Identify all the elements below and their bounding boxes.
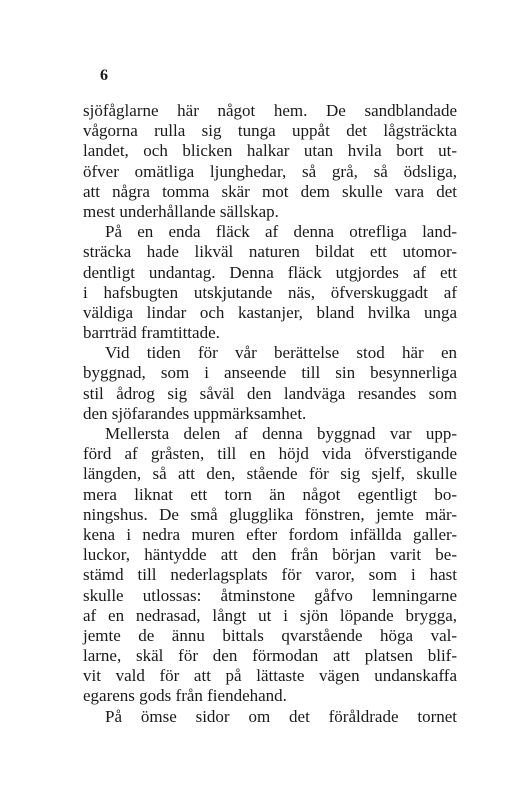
text-line: stämd till nederlagsplats för varor, som i hast: [83, 565, 457, 585]
text-line: den sjöfarandes uppmärksamhet.: [83, 403, 307, 423]
text-line: vågorna rulla sig tunga uppåt det lågsträckta: [83, 121, 457, 141]
text-line: dentligt undantag. Denna fläck utgjordes af ett: [83, 262, 457, 282]
text-line: egarens gods från fiendehand.: [83, 686, 287, 706]
text-line: mera liknat ett torn än något egentligt bo-: [83, 484, 457, 504]
text-line: skulle utlossas: åtminstone gåfvo lemningarne: [83, 585, 457, 605]
text-line: förd af gråsten, till en höjd vida öfverstigande: [83, 444, 457, 464]
paragraph-first-line: Vid tiden för vår berättelse stod här en: [105, 343, 457, 363]
text-line: sträcka hade likväl naturen bildat ett utomor-: [83, 242, 457, 262]
paragraph-first-line: Mellersta delen af denna byggnad var upp-: [105, 424, 457, 443]
text-line: kena i nedra muren efter fordom infällda galler-: [83, 524, 457, 544]
text-line: ningshus. De små glugglika fönstren, jemte mär-: [83, 504, 457, 524]
text-line: landet, och blicken halkar utan hvila bort ut-: [83, 141, 457, 161]
text-line: af en nedrasad, långt ut i sjön löpande brygga,: [83, 605, 457, 625]
body-text: [83, 101, 457, 727]
text-line: väldiga lindar och kastanjer, bland hvilka unga: [83, 302, 457, 322]
paragraph-first-line: På en enda fläck af denna otrefliga land-: [105, 222, 457, 242]
paragraph-first-line: På ömse sidor om det föråldrade tornet: [105, 706, 457, 726]
text-line: stil ådrog sig såväl den landväga resandes som: [83, 383, 457, 403]
text-line: öfver omätliga ljunghedar, så grå, så ödsliga,: [83, 161, 457, 181]
text-line: vit vald för att på lättaste vägen undanskaffa: [83, 666, 457, 686]
text-line: larne, skäl för den förmodan att platsen blif-: [83, 646, 457, 666]
text-line: att några tomma skär mot dem skulle vara det: [83, 181, 457, 201]
text-line: byggnad, som i anseende till sin besynnerliga: [83, 363, 457, 383]
text-line: mest underhållande sällskap.: [83, 201, 279, 221]
text-line: luckor, häntydde att den från början varit be-: [83, 545, 457, 565]
text-line: jemte de ännu bittals qvarstående höga val-: [83, 625, 457, 645]
text-line: längden, så att den, stående för sig sjelf, skulle: [83, 464, 457, 484]
page-number: 6: [100, 67, 108, 84]
text-line: sjöfåglarne här något hem. De sandblandade: [83, 101, 457, 120]
text-line: i hafsbugten utskjutande näs, öfverskuggadt af: [83, 282, 457, 302]
text-line: barrträd framtittade.: [83, 323, 220, 343]
